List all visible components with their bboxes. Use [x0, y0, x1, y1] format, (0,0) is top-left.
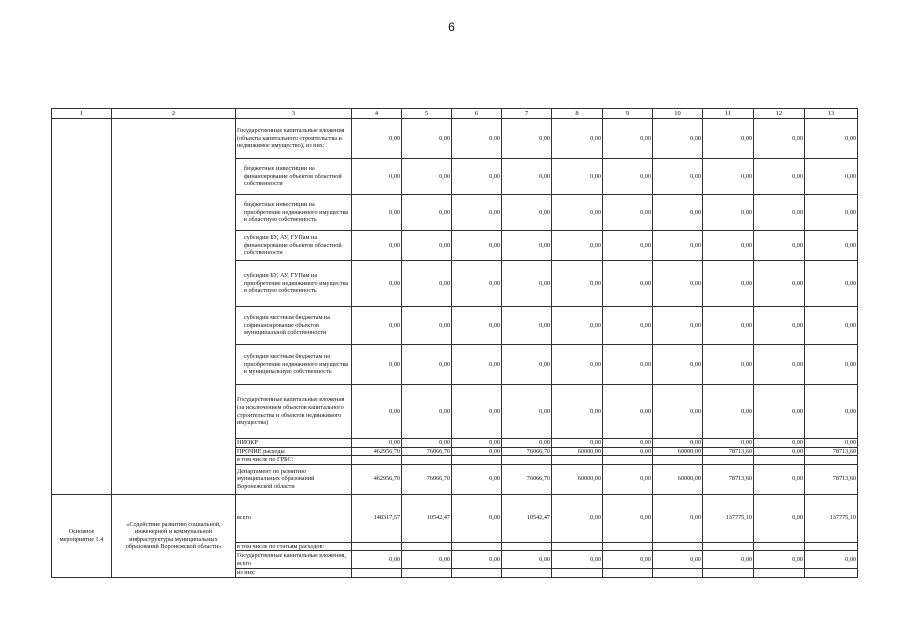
value-cell: 0,00: [552, 385, 603, 439]
value-cell: 0,00: [703, 551, 754, 569]
value-cell: 0,00: [703, 385, 754, 439]
value-cell: 0,00: [402, 159, 452, 195]
value-cell: 0,00: [603, 195, 653, 231]
value-cell: 0,00: [552, 494, 603, 542]
header-row: [52, 109, 858, 119]
value-cell: 0,00: [552, 195, 603, 231]
value-cell: 0,00: [653, 231, 703, 261]
table-row: [52, 494, 858, 542]
value-cell: 0,00: [754, 159, 805, 195]
value-cell: 0,00: [452, 385, 502, 439]
value-cell: 78713,60: [805, 447, 858, 456]
value-cell: 0,00: [653, 159, 703, 195]
value-cell: 0,00: [502, 261, 552, 307]
header-cell: 3: [236, 109, 352, 119]
value-cell: 0,00: [502, 345, 552, 385]
value-cell: 0,00: [754, 195, 805, 231]
row-label: Департамент по развитию муниципальных образований Воронежской области: [236, 464, 352, 494]
value-cell: 76066,70: [402, 447, 452, 456]
value-cell: 0,00: [352, 261, 402, 307]
value-cell: 137775,10: [805, 494, 858, 542]
value-cell: 0,00: [502, 195, 552, 231]
value-cell: 60000,00: [653, 464, 703, 494]
value-cell: [653, 569, 703, 578]
value-cell: 0,00: [805, 159, 858, 195]
value-cell: 0,00: [603, 551, 653, 569]
value-cell: 0,00: [653, 439, 703, 448]
value-cell: [703, 456, 754, 465]
value-cell: 0,00: [653, 385, 703, 439]
header-cell: 8: [552, 109, 603, 119]
value-cell: [703, 569, 754, 578]
value-cell: 0,00: [805, 261, 858, 307]
value-cell: 0,00: [703, 195, 754, 231]
value-cell: [653, 542, 703, 551]
value-cell: 0,00: [352, 231, 402, 261]
value-cell: 0,00: [603, 439, 653, 448]
value-cell: 0,00: [502, 159, 552, 195]
value-cell: 0,00: [402, 119, 452, 159]
row-label: из них:: [236, 569, 352, 578]
value-cell: 0,00: [703, 345, 754, 385]
value-cell: 60000,00: [552, 464, 603, 494]
value-cell: 0,00: [352, 119, 402, 159]
value-cell: 60000,00: [552, 447, 603, 456]
value-cell: 0,00: [703, 119, 754, 159]
row-label: НИОКР: [236, 439, 352, 448]
value-cell: 0,00: [352, 551, 402, 569]
header-cell: 12: [754, 109, 805, 119]
value-cell: [452, 456, 502, 465]
value-cell: 0,00: [703, 159, 754, 195]
row-label: бюджетные инвестиции на финансирование объектов областной собственности: [236, 159, 352, 195]
row-label: Государственные капитальные вложения, всего: [236, 551, 352, 569]
measure-code: [52, 494, 112, 577]
value-cell: 0,00: [352, 195, 402, 231]
row-label: Государственные капитальные вложения (объекты капитального строительства и недвижимое имущество), из них:: [236, 119, 352, 159]
value-cell: 0,00: [452, 345, 502, 385]
value-cell: 0,00: [754, 385, 805, 439]
value-cell: [805, 456, 858, 465]
value-cell: [402, 456, 452, 465]
value-cell: 0,00: [603, 307, 653, 345]
value-cell: 0,00: [352, 307, 402, 345]
value-cell: 0,00: [402, 345, 452, 385]
value-cell: [502, 456, 552, 465]
row-label: субсидии БУ, АУ, ГУПам на приобретение недвижимого имущества в областную собственность: [236, 261, 352, 307]
value-cell: 0,00: [502, 439, 552, 448]
value-cell: 0,00: [502, 119, 552, 159]
value-cell: 0,00: [805, 195, 858, 231]
value-cell: 462956,70: [352, 447, 402, 456]
value-cell: 10542,47: [402, 494, 452, 542]
value-cell: [653, 456, 703, 465]
value-cell: [603, 542, 653, 551]
header-cell: 13: [805, 109, 858, 119]
value-cell: 0,00: [502, 231, 552, 261]
row-label: всего: [236, 494, 352, 542]
value-cell: 0,00: [402, 261, 452, 307]
value-cell: 0,00: [552, 119, 603, 159]
row-label: субсидии местным бюджетам на приобретение недвижимого имущества в муниципальную собственность: [236, 345, 352, 385]
value-cell: 462956,70: [352, 464, 402, 494]
value-cell: 0,00: [603, 385, 653, 439]
value-cell: 0,00: [754, 119, 805, 159]
value-cell: 0,00: [754, 307, 805, 345]
header-cell: 7: [502, 109, 552, 119]
value-cell: 0,00: [402, 307, 452, 345]
value-cell: 0,00: [502, 385, 552, 439]
row-label: Государственные капитальные вложения (за исключением объектов капитального строительства и объектов недвижимого имущества): [236, 385, 352, 439]
value-cell: [452, 569, 502, 578]
header-cell: 11: [703, 109, 754, 119]
value-cell: 0,00: [502, 307, 552, 345]
value-cell: 0,00: [754, 464, 805, 494]
value-cell: 0,00: [502, 551, 552, 569]
budget-table: [51, 108, 858, 578]
value-cell: 0,00: [653, 494, 703, 542]
value-cell: 0,00: [402, 231, 452, 261]
value-cell: 0,00: [452, 464, 502, 494]
value-cell: 0,00: [603, 464, 653, 494]
value-cell: [452, 542, 502, 551]
header-cell: 9: [603, 109, 653, 119]
value-cell: 0,00: [552, 159, 603, 195]
header-cell: 2: [112, 109, 236, 119]
value-cell: 0,00: [402, 551, 452, 569]
header-cell: 1: [52, 109, 112, 119]
value-cell: [754, 569, 805, 578]
value-cell: 0,00: [603, 447, 653, 456]
value-cell: [805, 569, 858, 578]
header-cell: 10: [653, 109, 703, 119]
value-cell: 0,00: [603, 159, 653, 195]
value-cell: 0,00: [352, 159, 402, 195]
value-cell: 0,00: [805, 439, 858, 448]
value-cell: 0,00: [754, 551, 805, 569]
value-cell: [754, 542, 805, 551]
value-cell: 0,00: [754, 261, 805, 307]
value-cell: [703, 542, 754, 551]
value-cell: 0,00: [754, 447, 805, 456]
row-label: субсидии местным бюджетам на софинансирование объектов муниципальной собственности: [236, 307, 352, 345]
value-cell: 76066,70: [502, 447, 552, 456]
measure-code-text: Основное мероприятие 1.4: [59, 528, 104, 543]
value-cell: 0,00: [603, 261, 653, 307]
value-cell: [352, 542, 402, 551]
value-cell: 0,00: [552, 261, 603, 307]
value-cell: 0,00: [552, 551, 603, 569]
value-cell: [402, 569, 452, 578]
value-cell: 0,00: [452, 261, 502, 307]
value-cell: [603, 569, 653, 578]
value-cell: 0,00: [452, 494, 502, 542]
header-cell: 4: [352, 109, 402, 119]
row-label: в том числе по статьям расходов:: [236, 542, 352, 551]
value-cell: 0,00: [653, 261, 703, 307]
blank-cell: [112, 119, 236, 495]
value-cell: 0,00: [805, 385, 858, 439]
value-cell: 0,00: [452, 307, 502, 345]
value-cell: 0,00: [452, 447, 502, 456]
value-cell: [805, 542, 858, 551]
value-cell: [502, 542, 552, 551]
value-cell: 148317,57: [352, 494, 402, 542]
value-cell: 0,00: [754, 345, 805, 385]
value-cell: 0,00: [805, 231, 858, 261]
value-cell: 0,00: [352, 345, 402, 385]
value-cell: 0,00: [452, 119, 502, 159]
value-cell: 0,00: [603, 119, 653, 159]
value-cell: 0,00: [552, 439, 603, 448]
value-cell: [754, 456, 805, 465]
blank-cell: [52, 119, 112, 495]
value-cell: 0,00: [352, 385, 402, 439]
value-cell: 0,00: [805, 345, 858, 385]
row-label: бюджетные инвестиции на приобретение недвижимого имущества в областную собственность: [236, 195, 352, 231]
value-cell: 0,00: [452, 159, 502, 195]
value-cell: 0,00: [805, 551, 858, 569]
header-cell: 6: [452, 109, 502, 119]
value-cell: 0,00: [754, 494, 805, 542]
row-label: в том числе по ГРБС:: [236, 456, 352, 465]
value-cell: 78713,60: [703, 447, 754, 456]
value-cell: 0,00: [552, 231, 603, 261]
value-cell: 0,00: [552, 345, 603, 385]
value-cell: 0,00: [703, 307, 754, 345]
value-cell: 0,00: [805, 307, 858, 345]
value-cell: 0,00: [703, 231, 754, 261]
value-cell: 0,00: [653, 345, 703, 385]
page-number: 6: [448, 20, 455, 34]
value-cell: [352, 456, 402, 465]
value-cell: [352, 569, 402, 578]
measure-title: [112, 494, 236, 577]
value-cell: 0,00: [452, 231, 502, 261]
value-cell: 0,00: [603, 494, 653, 542]
value-cell: 76066,70: [502, 464, 552, 494]
measure-title-text: «Содействие развитию социальной, инженерной и коммунальной инфраструктуры муниципальных образований Воронежской области»: [125, 520, 222, 551]
value-cell: [402, 542, 452, 551]
value-cell: 0,00: [754, 231, 805, 261]
value-cell: 0,00: [653, 307, 703, 345]
value-cell: 0,00: [452, 551, 502, 569]
value-cell: [552, 569, 603, 578]
value-cell: 0,00: [452, 439, 502, 448]
value-cell: 0,00: [754, 439, 805, 448]
value-cell: [502, 569, 552, 578]
value-cell: [552, 542, 603, 551]
value-cell: 78713,60: [805, 464, 858, 494]
value-cell: 0,00: [402, 195, 452, 231]
value-cell: 0,00: [703, 439, 754, 448]
value-cell: 0,00: [402, 385, 452, 439]
value-cell: 0,00: [352, 439, 402, 448]
value-cell: 78713,60: [703, 464, 754, 494]
value-cell: 0,00: [603, 231, 653, 261]
header-cell: 5: [402, 109, 452, 119]
value-cell: 137775,10: [703, 494, 754, 542]
value-cell: 0,00: [653, 551, 703, 569]
value-cell: 0,00: [402, 439, 452, 448]
row-label: ПРОЧИЕ расходы: [236, 447, 352, 456]
value-cell: 10542,47: [502, 494, 552, 542]
table-row: [52, 119, 858, 159]
row-label: субсидии БУ, АУ, ГУПам на финансирование объектов областной собственности: [236, 231, 352, 261]
value-cell: 0,00: [552, 307, 603, 345]
value-cell: 0,00: [653, 195, 703, 231]
value-cell: 76066,70: [402, 464, 452, 494]
value-cell: 60000,00: [653, 447, 703, 456]
value-cell: 0,00: [452, 195, 502, 231]
value-cell: 0,00: [653, 119, 703, 159]
value-cell: 0,00: [703, 261, 754, 307]
value-cell: [603, 456, 653, 465]
value-cell: 0,00: [805, 119, 858, 159]
value-cell: 0,00: [603, 345, 653, 385]
value-cell: [552, 456, 603, 465]
